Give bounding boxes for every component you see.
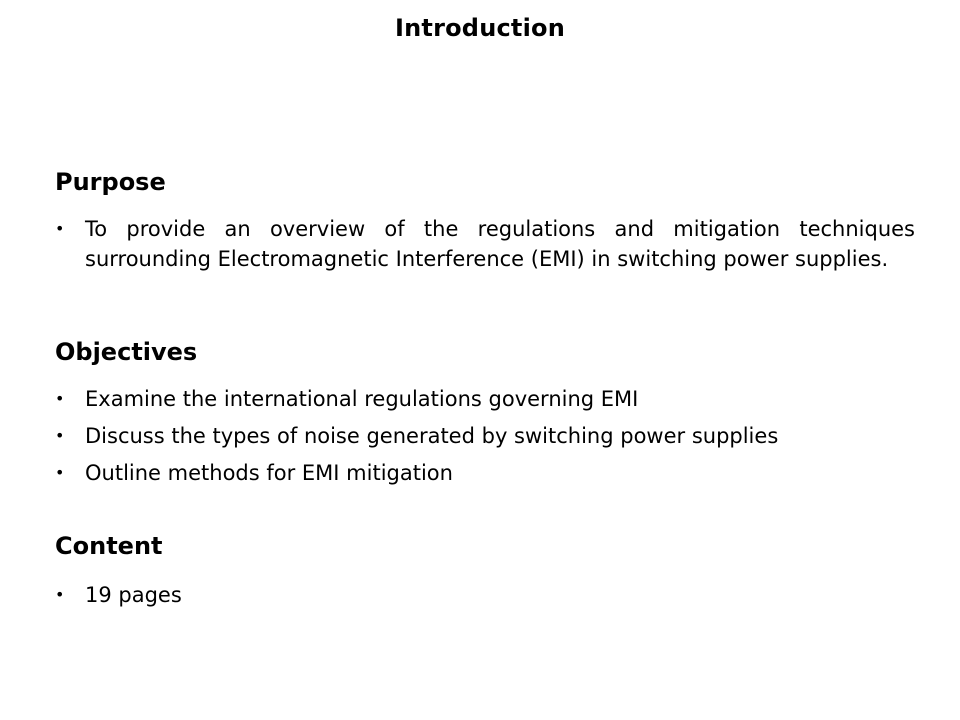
content-list [55, 580, 915, 617]
objective-item-text: Discuss the types of noise generated by switching power supplies [85, 424, 779, 448]
bullet-icon: • [55, 585, 65, 604]
purpose-item-text: To provide an overview of the regulations and mitigation techniques surrounding Electromagnetic Interference (EMI) in switching power supplies. [85, 217, 915, 271]
objectives-heading: Objectives [55, 338, 198, 366]
list-item [55, 214, 915, 274]
purpose-list [55, 214, 915, 281]
bullet-icon: • [55, 426, 65, 445]
list-item [55, 458, 915, 488]
purpose-heading: Purpose [55, 168, 166, 196]
objectives-list [55, 384, 915, 495]
content-item-text: 19 pages [85, 583, 182, 607]
list-item [55, 421, 915, 451]
content-heading: Content [55, 532, 163, 560]
slide-title: Introduction [395, 14, 565, 42]
bullet-icon: • [55, 463, 65, 482]
list-item [55, 580, 915, 610]
bullet-icon: • [55, 219, 65, 238]
objective-item-text: Examine the international regulations governing EMI [85, 387, 639, 411]
bullet-icon: • [55, 389, 65, 408]
list-item [55, 384, 915, 414]
objective-item-text: Outline methods for EMI mitigation [85, 461, 453, 485]
